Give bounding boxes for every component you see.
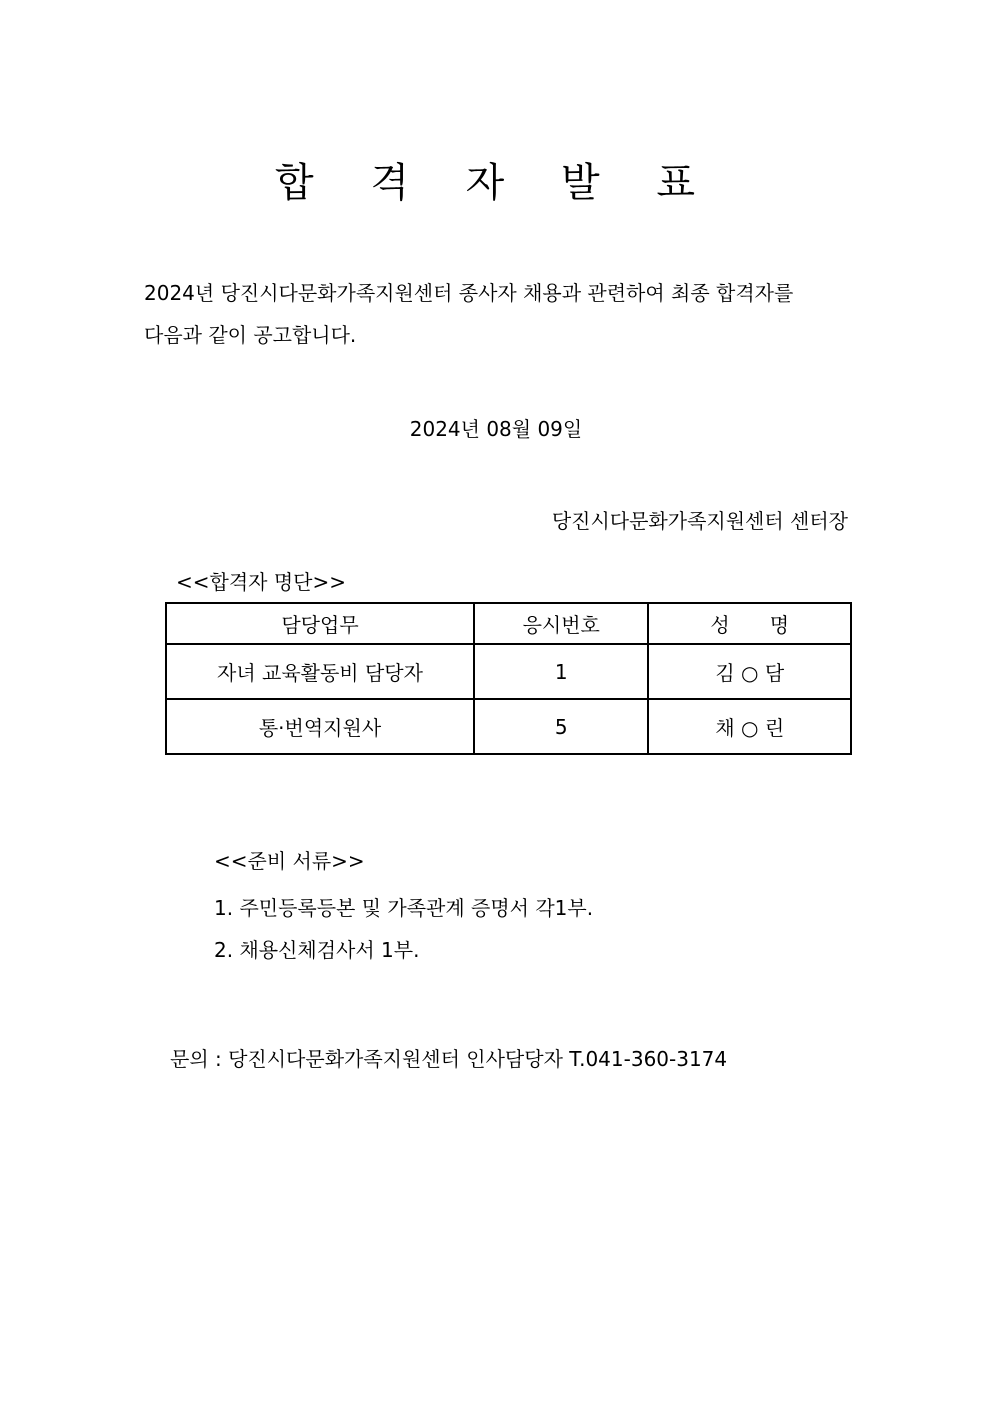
page-title: 합 격 자 발 표 xyxy=(274,160,718,206)
table-row xyxy=(166,699,851,754)
issuer-signature: 당진시다문화가족지원센터 센터장 xyxy=(551,509,848,533)
column-header-name: 성 명 xyxy=(648,603,851,644)
column-header-number: 응시번호 xyxy=(474,603,648,644)
cell-name: 채 ○ 린 xyxy=(648,699,851,754)
cell-duty: 자녀 교육활동비 담당자 xyxy=(166,644,474,699)
intro-line: 다음과 같이 공고합니다. xyxy=(144,323,357,347)
cell-duty: 통·번역지원사 xyxy=(166,699,474,754)
column-header-duty: 담당업무 xyxy=(166,603,474,644)
cell-number: 5 xyxy=(474,699,648,754)
list-item: 1. 주민등록등본 및 가족관계 증명서 각1부. xyxy=(214,896,594,920)
results-heading: <<합격자 명단>> xyxy=(176,570,346,594)
preparation-list xyxy=(214,887,593,971)
table-header-row xyxy=(166,603,851,644)
cell-name: 김 ○ 담 xyxy=(648,644,851,699)
cell-number: 1 xyxy=(474,644,648,699)
intro-paragraph xyxy=(144,272,864,356)
list-item: 2. 채용신체검사서 1부. xyxy=(214,938,420,962)
preparation-heading: <<준비 서류>> xyxy=(214,849,365,873)
contact-info: 문의 : 당진시다문화가족지원센터 인사담당자 T.041-360-3174 xyxy=(170,1047,728,1071)
table-row xyxy=(166,644,851,699)
results-table xyxy=(165,602,852,755)
intro-line: 2024년 당진시다문화가족지원센터 종사자 채용과 관련하여 최종 합격자를 xyxy=(144,281,794,305)
announcement-date: 2024년 08월 09일 xyxy=(409,417,583,441)
